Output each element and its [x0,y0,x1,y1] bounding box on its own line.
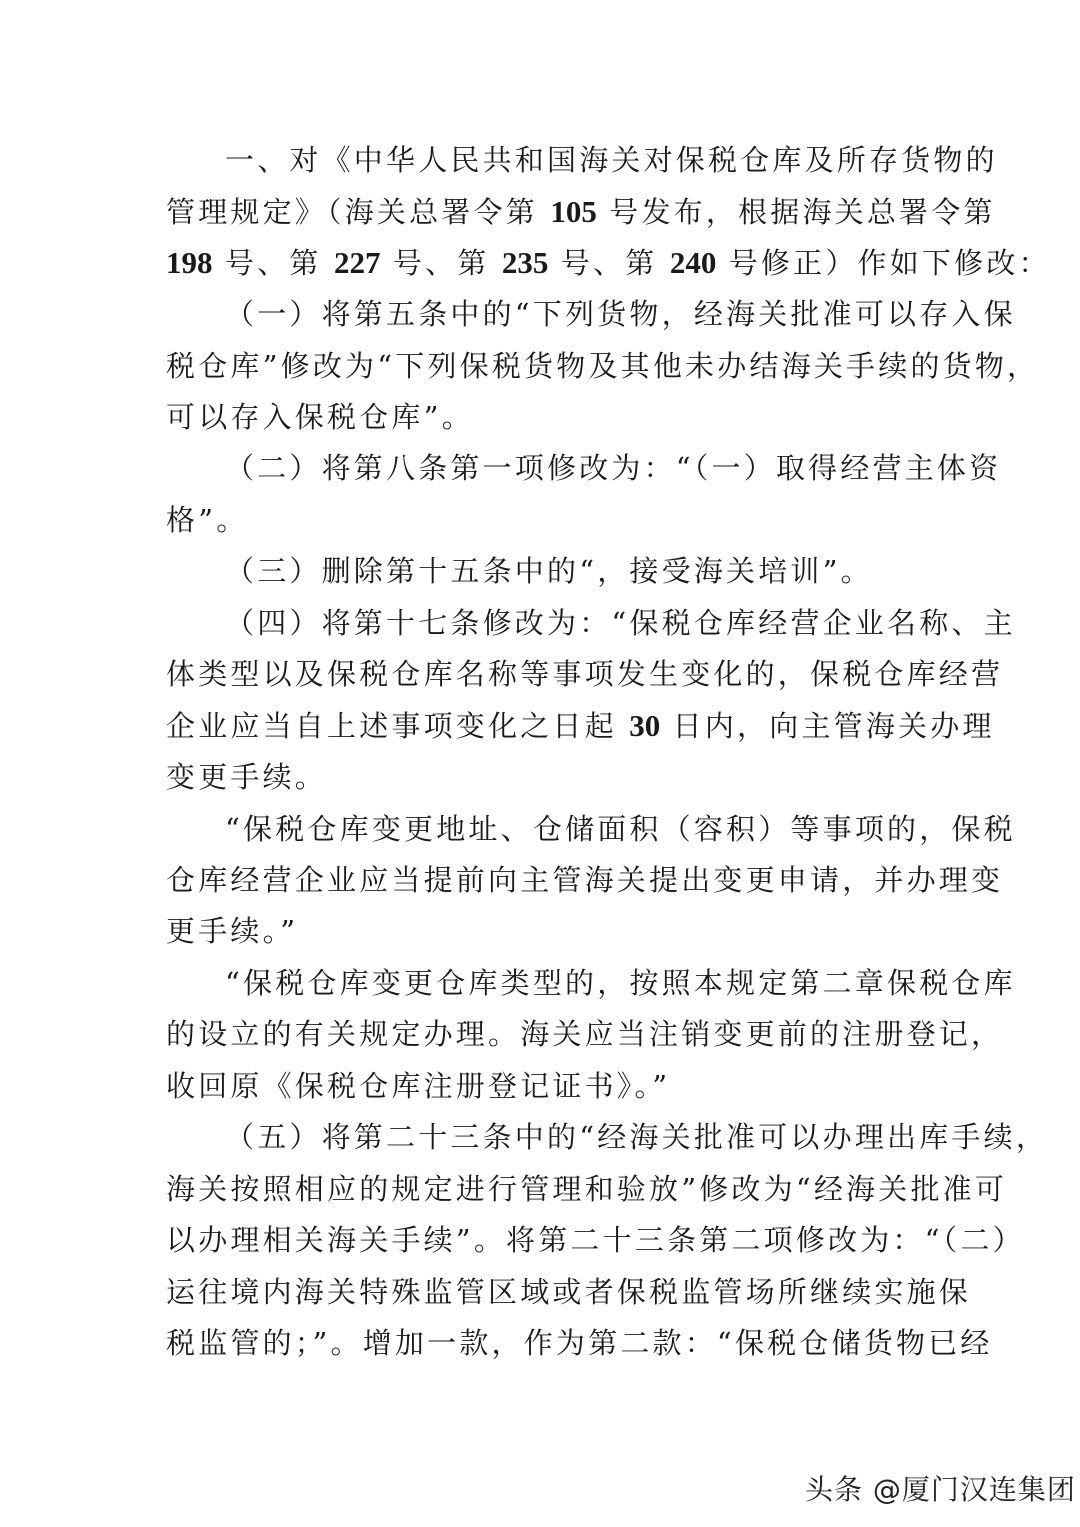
number-text: 227 [333,245,381,280]
item-5-line-4: 运往境内海关特殊监管区域或者保税监管场所继续实施保 [166,1275,972,1309]
item-5-line-2: 海关按照相应的规定进行管理和验放”修改为“经海关批准可 [166,1172,1008,1206]
item-4-line-3: 企业应当自上述事项变化之日起 30 日内，向主管海关办理 [166,708,995,743]
paragraph-1-line-1: 一、对《中华人民共和国海关对保税仓库及所存货物的 [225,143,998,177]
item-4-para-3-line-3: 收回原《保税仓库注册登记证书》。” [166,1069,671,1103]
number-text: 198 [166,245,213,280]
number-text: 30 [629,708,661,743]
item-4-para-3-line-2: 的设立的有关规定办理。海关应当注销变更前的注册登记， [166,1017,1004,1051]
number-text: 240 [669,245,717,280]
item-5-line-3: 以办理相关海关手续”。将第二十三条第二项修改为：“（二） [166,1223,1025,1257]
item-3-line-1: （三）删除第十五条中的“，接受海关培训”。 [225,554,873,588]
number-text: 235 [501,245,549,280]
item-4-line-1: （四）将第十七条修改为：“保税仓库经营企业名称、主 [225,606,1016,640]
paragraph-1-line-3: 198 号、第 227 号、第 235 号、第 240 号修正）作如下修改： [166,245,1051,280]
item-4-para-2-line-2: 仓库经营企业应当提前向主管海关提出变更申请，并办理变 [166,863,1004,897]
item-1-line-2: 税仓库”修改为“下列保税货物及其他未办结海关手续的货物， [166,349,1040,383]
item-1-line-3: 可以存入保税仓库”。 [166,400,474,434]
item-2-line-2: 格”。 [166,503,249,537]
item-4-para-2-line-3: 更手续。” [166,914,299,948]
item-2-line-1: （二）将第八条第一项修改为：“（一）取得经营主体资 [225,451,1002,485]
paragraph-1-line-2: 管理规定》（海关总署令第 105 号发布，根据海关总署令第 [166,194,996,229]
item-5-line-1: （五）将第二十三条中的“经海关批准可以办理出库手续， [225,1120,1049,1154]
number-text: 105 [550,194,597,229]
item-5-line-5: 税监管的；”。增加一款，作为第二款：“保税仓储货物已经 [166,1326,993,1360]
item-4-line-4: 变更手续。 [166,760,328,794]
item-4-para-2-line-1: “保税仓库变更地址、仓储面积（容积）等事项的，保税 [225,812,1016,846]
item-1-line-1: （一）将第五条中的“下列货物，经海关批准可以存入保 [225,297,1016,331]
item-4-para-3-line-1: “保税仓库变更仓库类型的，按照本规定第二章保税仓库 [225,966,1016,1000]
item-4-line-2: 体类型以及保税仓库名称等事项发生变化的，保税仓库经营 [166,657,1004,691]
source-watermark: 头条 @厦门汉连集团 [805,1473,1076,1506]
